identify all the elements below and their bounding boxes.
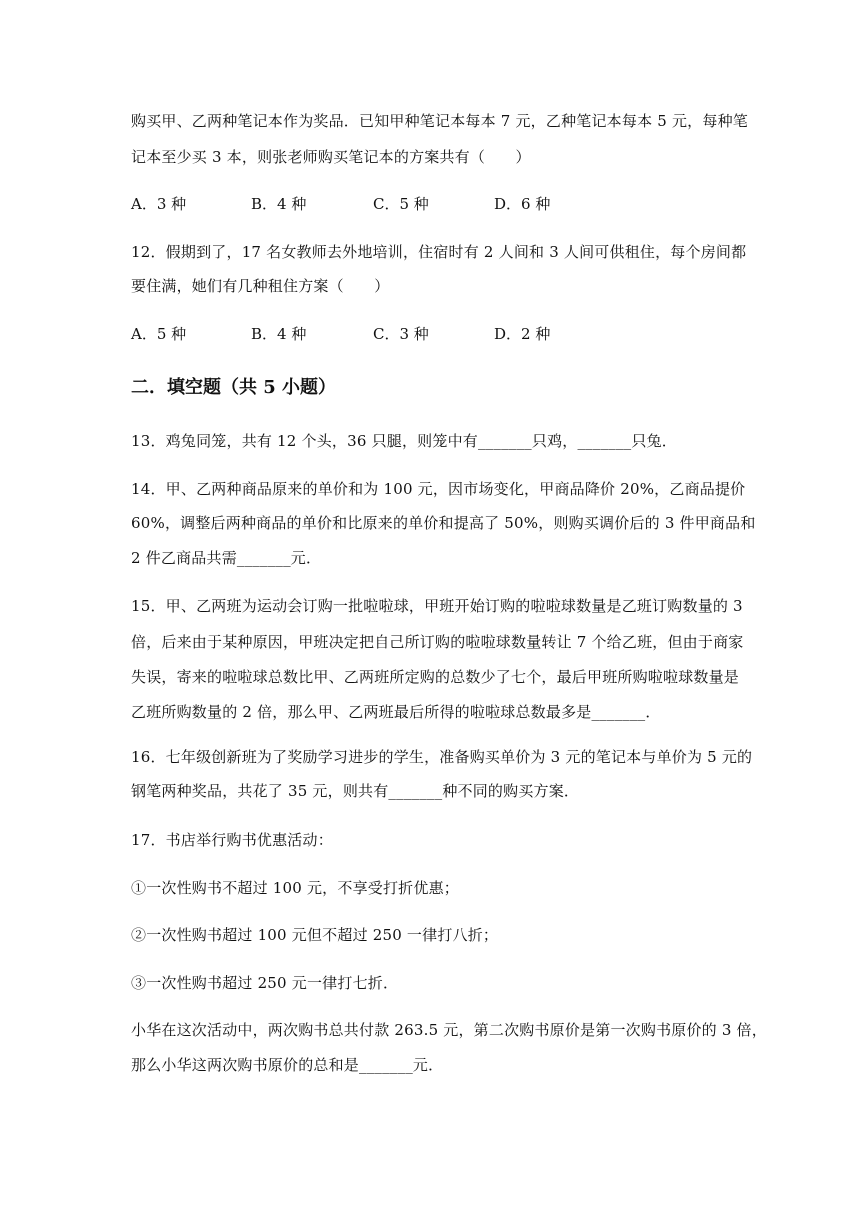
q11-option-c[interactable]: C．5 种 [373,195,429,213]
q15-line-1: 15．甲、乙两班为运动会订购一批啦啦球，甲班开始订购的啦啦球数量是乙班订购数量的 3 [131,597,743,615]
q17-rule-1: ①一次性购书不超过 100 元，不享受打折优惠； [131,879,459,897]
q17-rule-2: ②一次性购书超过 100 元但不超过 250 一律打八折； [131,926,499,944]
q17-line-1: 17．书店举行购书优惠活动： [131,831,333,849]
q13-line-1: 13．鸡兔同笼，共有 12 个头，36 只腿，则笼中有_______只鸡，_______只兔． [131,432,677,450]
q12-option-d[interactable]: D．2 种 [494,325,551,343]
q12-option-b[interactable]: B．4 种 [251,325,307,343]
q15-line-3: 失误，寄来的啦啦球总数比甲、乙两班所定购的总数少了七个，最后甲班所购啦啦球数量是 [131,668,740,686]
q12-option-a[interactable]: A．5 种 [131,325,187,343]
q11-option-d[interactable]: D．6 种 [494,195,551,213]
q11-line-1: 购买甲、乙两种笔记本作为奖品．已知甲种笔记本每本 7 元，乙种笔记本每本 5 元，每种笔 [131,112,748,130]
q15-line-2: 倍，后来由于某种原因，甲班决定把自己所订购的啦啦球数量转让 7 个给乙班，但由于商家 [131,633,744,651]
q16-line-1: 16．七年级创新班为了奖励学习进步的学生，准备购买单价为 3 元的笔记本与单价为 5 元的 [131,748,753,766]
q12-line-1: 12．假期到了，17 名女教师去外地培训，住宿时有 2 人间和 3 人间可供租住，每个房间都 [131,243,747,261]
q11-option-a[interactable]: A．3 种 [131,195,187,213]
q17-line-3: 那么小华这两次购书原价的总和是_______元． [131,1056,444,1074]
q14-line-2: 60%，调整后两种商品的单价和比原来的单价和提高了 50%，则购买调价后的 3 件甲商品和 [131,514,756,532]
q11-line-2: 记本至少买 3 本，则张老师购买笔记本的方案共有（ ） [131,148,531,166]
q14-line-3: 2 件乙商品共需_______元． [131,549,322,567]
q15-line-4: 乙班所购数量的 2 倍，那么甲、乙两班最后所得的啦啦球总数最多是_______． [131,703,661,721]
q11-option-b[interactable]: B．4 种 [251,195,307,213]
q17-rule-3: ③一次性购书超过 250 元一律打七折． [131,974,399,992]
q16-line-2: 钢笔两种奖品，共花了 35 元，则共有_______种不同的购买方案． [131,782,580,800]
section-title-fill-in: 二．填空题（共 5 小题） [131,377,337,398]
q12-line-2: 要住满，她们有几种租住方案（ ） [131,277,390,295]
q14-line-1: 14．甲、乙两种商品原来的单价和为 100 元，因市场变化，甲商品降价 20%，乙商品提价 [131,480,746,498]
q17-line-2: 小华在这次活动中，两次购书总共付款 263.5 元，第二次购书原价是第一次购书原价的 3 倍， [131,1021,767,1039]
q12-option-c[interactable]: C．3 种 [373,325,429,343]
